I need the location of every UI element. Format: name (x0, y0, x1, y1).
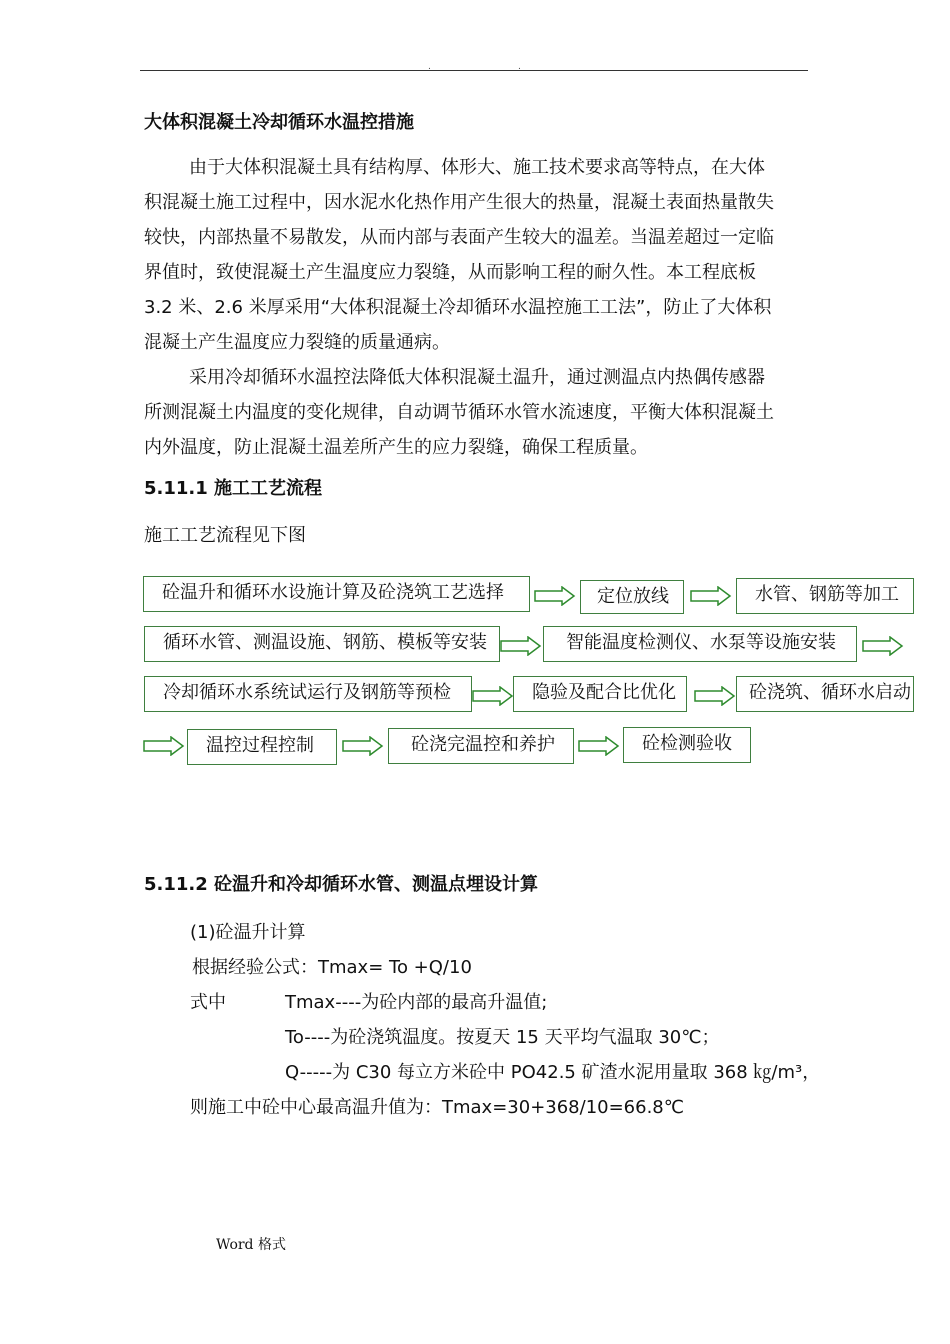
intro-paragraph-2 (144, 360, 774, 465)
paragraph-line: 较快，内部热量不易散发，从而内部与表面产生较大的温差。当温差超过一定临 (144, 227, 774, 248)
flow-step-inspection: 隐验及配合比优化 (513, 676, 687, 712)
flow-arrow-icon (578, 736, 620, 756)
flow-step-calc: 砼温升和循环水设施计算及砼浇筑工艺选择 (143, 576, 530, 612)
flow-arrow-icon (143, 736, 185, 756)
flow-arrow-icon (862, 636, 904, 656)
header-rule (140, 70, 808, 71)
footer-label: Word 格式 (216, 1237, 286, 1253)
formula-intro: 根据经验公式：Tmax= To +Q/10 (192, 957, 472, 978)
def-q: Q-----为 C30 每立方米砼中 PO42.5 矿渣水泥用量取 368 ㎏/m³， (285, 1062, 821, 1083)
flow-arrow-icon (690, 586, 732, 606)
flow-step-install-monitor: 智能温度检测仪、水泵等设施安装 (543, 626, 857, 662)
paragraph-line: 采用冷却循环水温控法降低大体积混凝土温升，通过测温点内热偶传感器 (189, 367, 765, 388)
flow-step-pouring: 砼浇筑、循环水启动 (736, 676, 914, 712)
flow-arrow-icon (472, 686, 514, 706)
paragraph-line: 界值时，致使混凝土产生温度应力裂缝，从而影响工程的耐久性。本工程底板 (144, 262, 756, 283)
section-5-11-2-title: 5.11.2 砼温升和冷却循环水管、测温点埋设计算 (144, 874, 539, 895)
section-5-11-1-title: 5.11.1 施工工艺流程 (144, 478, 323, 499)
flow-arrow-icon (694, 686, 736, 706)
header-dot-right: . (518, 62, 521, 72)
flow-step-trial-run: 冷却循环水系统试运行及钢筋等预检 (144, 676, 472, 712)
flowchart-caption: 施工工艺流程见下图 (144, 525, 306, 546)
flow-arrow-icon (534, 586, 576, 606)
flow-step-install-pipes: 循环水管、测温设施、钢筋、模板等安装 (144, 626, 500, 662)
intro-paragraph-1 (144, 150, 774, 360)
def-to: To----为砼浇筑温度。按夏天 15 天平均气温取 30℃； (285, 1027, 720, 1048)
result-line: 则施工中砼中心最高温升值为：Tmax=30+368/10=66.8℃ (190, 1097, 684, 1118)
section-title: 大体积混凝土冷却循环水温控措施 (144, 112, 414, 133)
paragraph-line: 内外温度，防止混凝土温差所产生的应力裂缝，确保工程质量。 (144, 437, 648, 458)
flow-arrow-icon (500, 636, 542, 656)
paragraph-line: 混凝土产生温度应力裂缝的质量通病。 (144, 332, 450, 353)
item-1-heading: (1)砼温升计算 (190, 922, 306, 943)
paragraph-line: 积混凝土施工过程中，因水泥水化热作用产生很大的热量，混凝土表面热量散失 (144, 192, 774, 213)
flow-arrow-icon (342, 736, 384, 756)
def-tmax: Tmax----为砼内部的最高升温值; (285, 992, 548, 1013)
flow-step-temp-control: 温控过程控制 (187, 729, 337, 765)
flow-step-processing: 水管、钢筋等加工 (736, 578, 914, 614)
paragraph-line: 3.2 米、2.6 米厚采用“大体积混凝土冷却循环水温控施工工法”，防止了大体积 (144, 297, 772, 318)
flow-step-acceptance: 砼检测验收 (623, 727, 751, 763)
paragraph-line: 所测混凝土内温度的变化规律，自动调节循环水管水流速度，平衡大体积混凝土 (144, 402, 774, 423)
flow-step-layout: 定位放线 (580, 580, 684, 614)
header-dot-left: . (428, 62, 431, 72)
paragraph-line: 由于大体积混凝土具有结构厚、体形大、施工技术要求高等特点，在大体 (189, 157, 765, 178)
flow-step-curing: 砼浇完温控和养护 (388, 728, 574, 764)
where-label: 式中 (190, 992, 226, 1013)
